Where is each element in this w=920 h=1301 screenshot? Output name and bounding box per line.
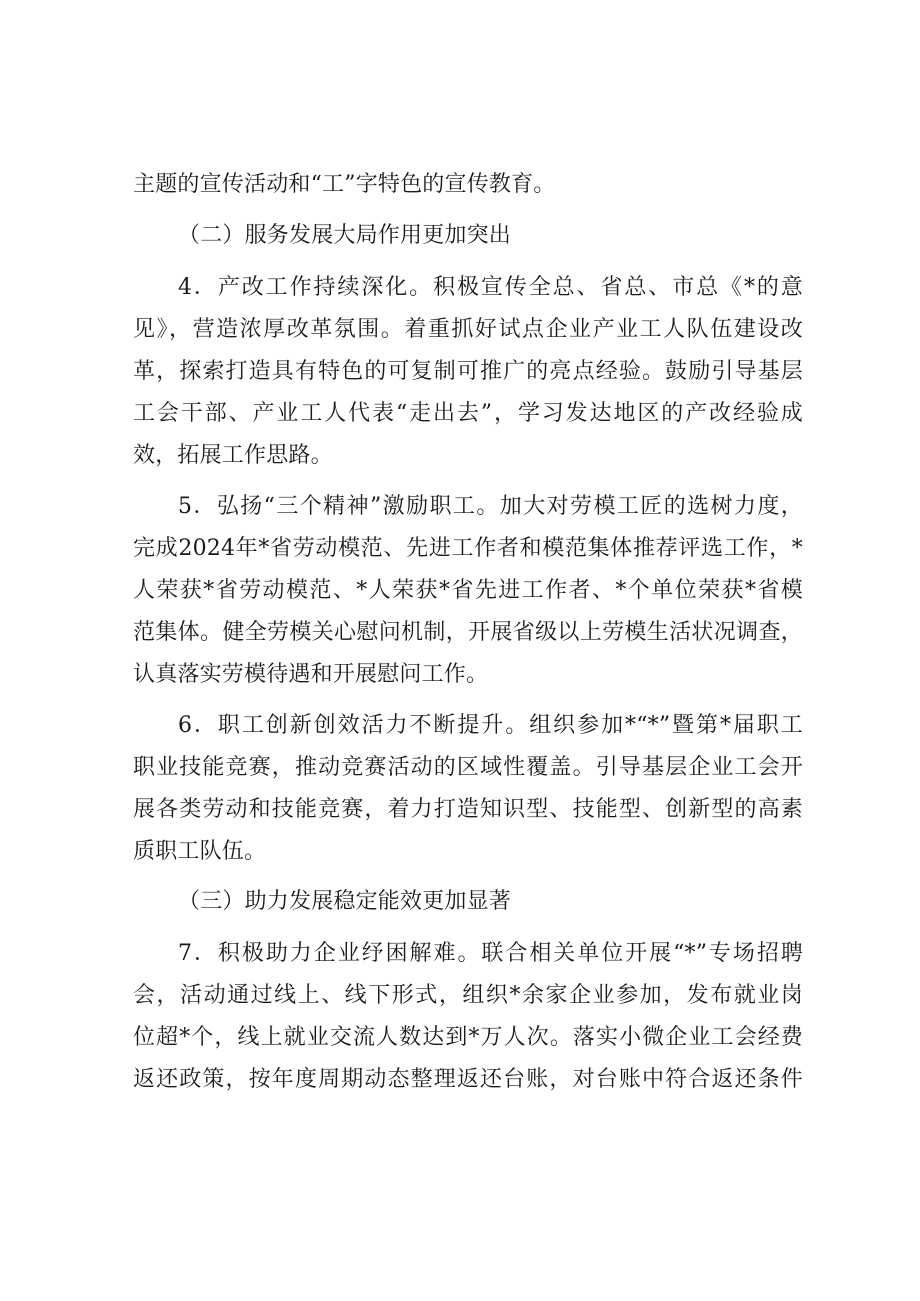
item-7-line: 会，活动通过线上、线下形式，组织*余家企业参加，发布就业岗	[133, 983, 803, 1008]
item-7-line: 7．积极助力企业纾困解难。联合相关单位开展“*”专场招聘	[178, 941, 803, 966]
item-6-line: 展各类劳动和技能竞赛，着力打造知识型、技能型、创新型的高素	[133, 797, 803, 822]
item-4-line: 4．产改工作持续深化。积极宣传全总、省总、市总《*的意	[178, 275, 803, 300]
section-heading-2: （二）服务发展大局作用更加突出	[178, 223, 512, 248]
item-6-line: 职业技能竞赛，推动竞赛活动的区域性覆盖。引导基层企业工会开	[133, 755, 803, 780]
item-4-line: 见》，营造浓厚改革氛围。着重抓好试点企业产业工人队伍建设改	[133, 317, 803, 342]
paragraph-line: 主题的宣传活动和“工”字特色的宣传教育。	[133, 172, 556, 197]
item-6-line: 质职工队伍。	[133, 839, 267, 864]
item-5-line: 5．弘扬“三个精神”激励职工。加大对劳模工匠的选树力度，	[178, 494, 803, 519]
item-7-line: 返还政策，按年度周期动态整理返还台账，对台账中符合返还条件	[133, 1067, 803, 1092]
item-7-line: 位超*个，线上就业交流人数达到*万人次。落实小微企业工会经费	[133, 1025, 803, 1050]
item-5-line: 完成2024年*省劳动模范、先进工作者和模范集体推荐评选工作，*	[133, 536, 803, 561]
section-heading-3: （三）助力发展稳定能效更加显著	[178, 889, 512, 914]
item-4-line: 革，探索打造具有特色的可复制可推广的亮点经验。鼓励引导基层	[133, 359, 803, 384]
item-5-line: 认真落实劳模待遇和开展慰问工作。	[133, 662, 489, 687]
item-4-line: 工会干部、产业工人代表“走出去”，学习发达地区的产改经验成	[133, 401, 803, 426]
item-5-line: 范集体。健全劳模关心慰问机制，开展省级以上劳模生活状况调查，	[133, 620, 803, 645]
item-4-line: 效，拓展工作思路。	[133, 443, 333, 468]
item-6-line: 6．职工创新创效活力不断提升。组织参加*“*”暨第*届职工	[178, 713, 803, 738]
item-5-line: 人荣获*省劳动模范、*人荣获*省先进工作者、*个单位荣获*省模	[133, 578, 803, 603]
